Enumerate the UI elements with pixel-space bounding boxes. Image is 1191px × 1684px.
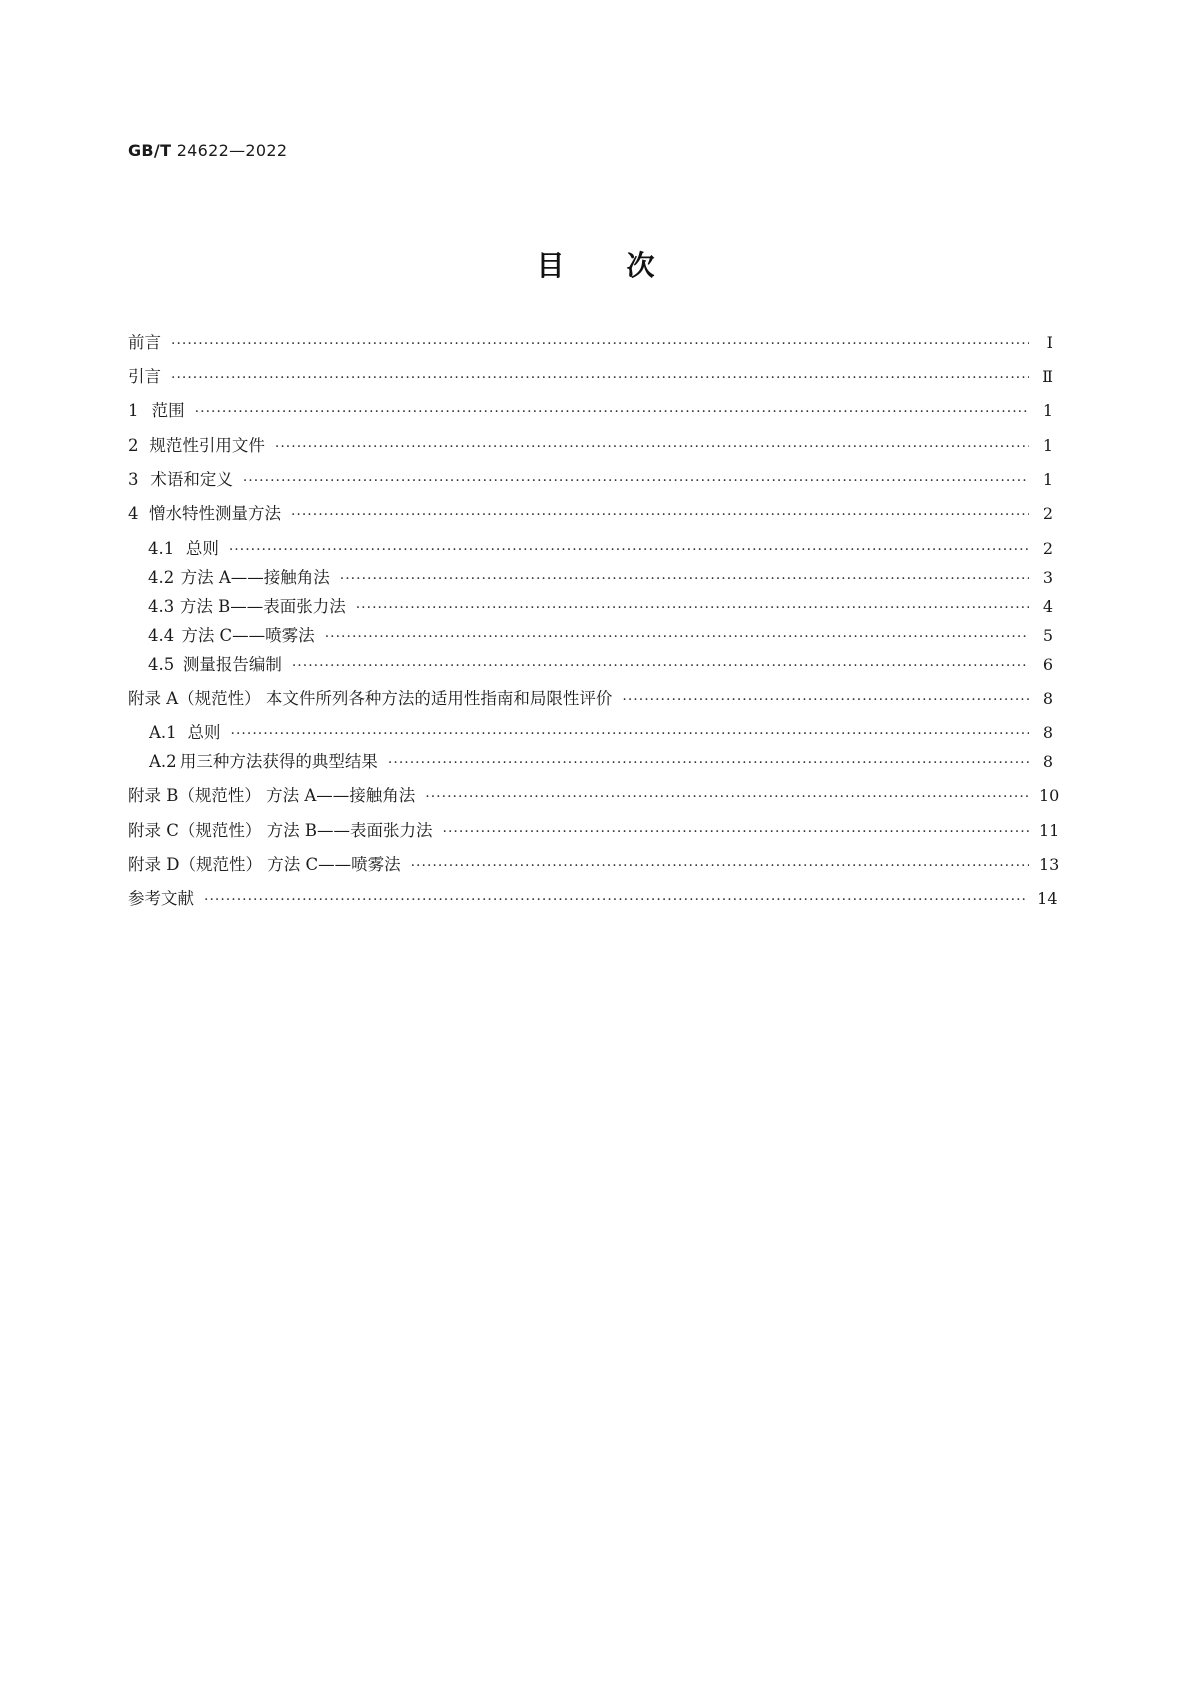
toc-entry-page: 1 bbox=[1042, 470, 1053, 489]
toc-entry-annex-d[interactable] bbox=[128, 852, 1060, 878]
toc-entry-clause-4-2[interactable] bbox=[128, 565, 1053, 591]
toc-dot-leader bbox=[231, 721, 1029, 747]
toc-entry-label: 憎水特性测量方法 bbox=[148, 504, 281, 523]
toc-entry-label: 附录 C（规范性） 方法 B——表面张力法 bbox=[128, 821, 433, 840]
toc-entry-number: 4.2 bbox=[148, 568, 175, 587]
toc-dot-leader bbox=[171, 331, 1029, 357]
toc-dot-leader bbox=[292, 653, 1029, 679]
toc-entry-bibliography[interactable] bbox=[128, 886, 1058, 912]
toc-entry-label: 术语和定义 bbox=[150, 470, 233, 489]
toc-entry-label: 方法 C——喷雾法 bbox=[181, 626, 315, 645]
toc-entry-page: 8 bbox=[1042, 689, 1053, 708]
toc-dot-leader bbox=[622, 687, 1029, 713]
toc-entry-clause-4-1[interactable] bbox=[128, 536, 1053, 562]
toc-entry-page: 11 bbox=[1039, 821, 1060, 840]
toc-dot-leader bbox=[411, 853, 1029, 879]
toc-entry-clause-4[interactable] bbox=[128, 501, 1053, 527]
toc-entry-number: 4.1 bbox=[148, 539, 175, 558]
toc-entry-page: 10 bbox=[1039, 786, 1060, 805]
toc-entry-number: 3 bbox=[128, 470, 139, 489]
toc-dot-leader bbox=[291, 502, 1029, 528]
toc-entry-clause-4-3[interactable] bbox=[128, 594, 1053, 620]
toc-entry-label: 方法 A——接触角法 bbox=[180, 568, 330, 587]
toc-entry-label: 总则 bbox=[187, 723, 221, 742]
toc-entry-annex-b[interactable] bbox=[128, 783, 1060, 809]
toc-entry-label: 前言 bbox=[128, 333, 161, 352]
toc-dot-leader bbox=[356, 595, 1029, 621]
toc-entry-label: 范围 bbox=[151, 401, 185, 420]
toc-entry-page: 2 bbox=[1042, 539, 1053, 558]
toc-entry-page: 14 bbox=[1037, 889, 1058, 908]
toc-entry-page: 3 bbox=[1042, 568, 1053, 587]
toc-entry-label: 附录 A（规范性） 本文件所列各种方法的适用性指南和局限性评价 bbox=[128, 689, 613, 708]
toc-entry-number: 4.4 bbox=[148, 626, 175, 645]
toc-entry-label: 引言 bbox=[128, 367, 161, 386]
toc-entry-page: 8 bbox=[1042, 752, 1053, 771]
toc-entry-page: 2 bbox=[1042, 504, 1053, 523]
standard-number bbox=[128, 141, 287, 160]
toc-entry-clause-4-5[interactable] bbox=[128, 652, 1053, 678]
toc-dot-leader bbox=[243, 468, 1029, 494]
toc-entry-label: 测量报告编制 bbox=[182, 655, 282, 674]
toc-entry-clause-4-4[interactable] bbox=[128, 623, 1053, 649]
toc-entry-page: 13 bbox=[1039, 855, 1060, 874]
toc-dot-leader bbox=[275, 434, 1029, 460]
toc-dot-leader bbox=[443, 819, 1030, 845]
toc-entry-label: 规范性引用文件 bbox=[149, 436, 265, 455]
toc-entry-label: 附录 D（规范性） 方法 C——喷雾法 bbox=[128, 855, 401, 874]
toc-entry-page: Ⅰ bbox=[1046, 333, 1053, 352]
toc-entry-foreword[interactable] bbox=[128, 330, 1053, 356]
toc-dot-leader bbox=[171, 365, 1029, 391]
toc-dot-leader bbox=[229, 537, 1029, 563]
toc-entry-number: 4.5 bbox=[148, 655, 175, 674]
toc-entry-page: 1 bbox=[1042, 401, 1053, 420]
toc-entry-page: Ⅱ bbox=[1042, 367, 1053, 386]
page-title: 目次 bbox=[536, 249, 717, 282]
toc-entry-annex-a-2[interactable] bbox=[128, 749, 1053, 775]
toc-entry-label: 附录 B（规范性） 方法 A——接触角法 bbox=[128, 786, 416, 805]
toc-entry-annex-c[interactable] bbox=[128, 818, 1060, 844]
toc-entry-annex-a-1[interactable] bbox=[128, 720, 1053, 746]
toc-entry-number: 1 bbox=[128, 401, 139, 420]
toc-dot-leader bbox=[195, 399, 1029, 425]
toc-dot-leader bbox=[425, 784, 1029, 810]
toc-entry-label: 用三种方法获得的典型结果 bbox=[179, 752, 378, 771]
toc-dot-leader bbox=[325, 624, 1029, 650]
toc-entry-label: 总则 bbox=[185, 539, 219, 558]
toc-entry-page: 1 bbox=[1042, 436, 1053, 455]
toc-entry-label: 方法 B——表面张力法 bbox=[179, 597, 346, 616]
toc-entry-annex-a[interactable] bbox=[128, 686, 1053, 712]
toc-entry-number: 4 bbox=[128, 504, 139, 523]
toc-entry-page: 4 bbox=[1042, 597, 1053, 616]
toc-dot-leader bbox=[388, 750, 1029, 776]
toc-entry-label: 参考文献 bbox=[128, 889, 194, 908]
toc-entry-page: 6 bbox=[1042, 655, 1053, 674]
toc-entry-page: 5 bbox=[1042, 626, 1053, 645]
standard-prefix: GB/T bbox=[128, 141, 172, 160]
toc-entry-clause-1[interactable] bbox=[128, 398, 1053, 424]
toc-entry-page: 8 bbox=[1042, 723, 1053, 742]
toc-entry-introduction[interactable] bbox=[128, 364, 1053, 390]
toc-entry-number: 2 bbox=[128, 436, 139, 455]
toc-entry-number: A.1 bbox=[149, 723, 177, 742]
toc-entry-number: A.2 bbox=[149, 752, 177, 771]
toc-entry-clause-3[interactable] bbox=[128, 467, 1053, 493]
toc-entry-clause-2[interactable] bbox=[128, 433, 1053, 459]
toc-entry-number: 4.3 bbox=[148, 597, 175, 616]
toc-dot-leader bbox=[204, 887, 1027, 913]
standard-code: 24622—2022 bbox=[176, 141, 288, 160]
toc-dot-leader bbox=[340, 566, 1029, 592]
